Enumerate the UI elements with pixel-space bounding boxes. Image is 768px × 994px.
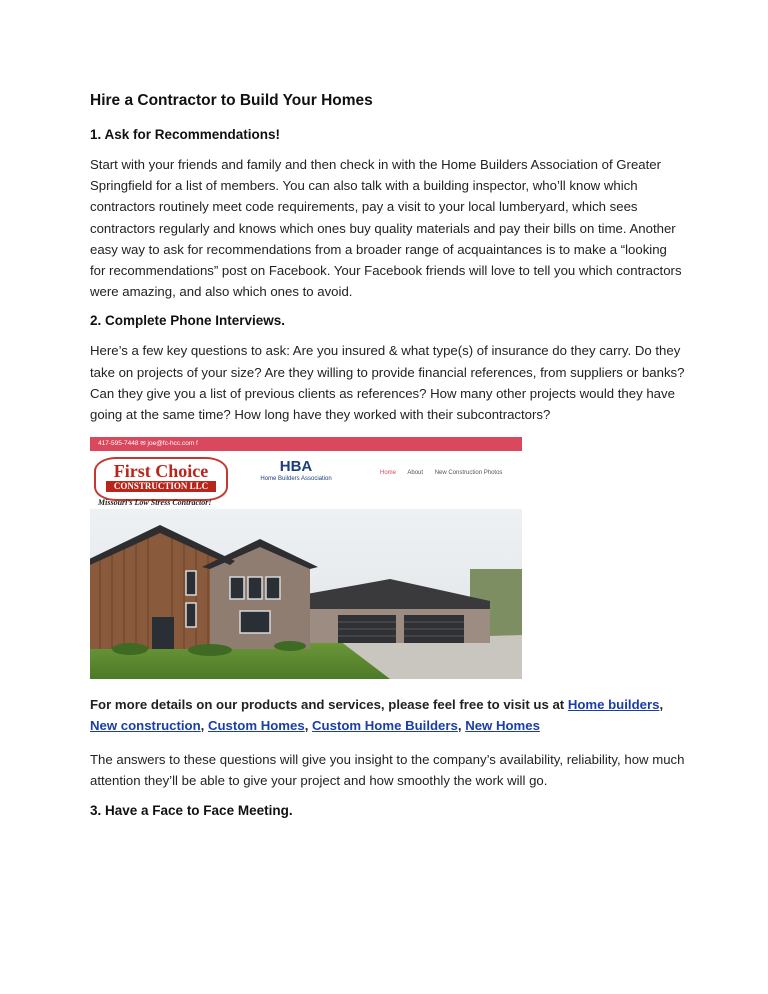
nav-item-about: About [407, 470, 424, 477]
cta-separator: , [659, 697, 664, 713]
nav-item-home: Home [380, 470, 397, 477]
section-3-heading: 3. Have a Face to Face Meeting. [90, 803, 293, 819]
cta-separator: , [457, 718, 466, 734]
link-new-homes[interactable]: New Homes [465, 718, 540, 734]
website-screenshot-figure [90, 437, 522, 679]
section-1-body: Start with your friends and family and then check in with the Home Builders Association of Greater Springfield for a list of members. You can also talk with a building inspector, who’ll know which contractors routinely meet code requirements, pay a visit to your local lumberyard, which sees contractors regularly and knows which ones buy quality materials and pay their bills on time. Another easy way to ask for recommendations from a broader range of acquaintances is to make a “looking for recommendations” post on Facebook. Your Facebook friends will love to tell you which contractors were amazing, and also which ones to avoid. [90, 157, 682, 300]
hba-logo-subtitle: Home Builders Association [260, 476, 332, 483]
link-custom-homes[interactable]: Custom Homes [207, 718, 305, 734]
logo-line-2: CONSTRUCTION LLC [106, 481, 216, 492]
link-home-builders[interactable]: Home builders [567, 697, 660, 713]
site-topbar [90, 437, 522, 451]
document-title: Hire a Contractor to Build Your Homes [90, 92, 373, 109]
site-header [90, 451, 522, 509]
link-custom-home-builders[interactable]: Custom Home Builders [312, 718, 458, 734]
section-1-heading: 1. Ask for Recommendations! [90, 127, 281, 142]
cta-paragraph [90, 694, 685, 736]
nav-item-new-construction-photos: New Construction Photos [434, 470, 503, 477]
hba-logo-text: HBA [279, 458, 313, 476]
site-nav [380, 470, 512, 476]
house-photo [90, 509, 522, 679]
topbar-contact-text: 417-595-7448 ✉ joe@fc-hcc.com f [98, 440, 198, 448]
cta-separator: , [304, 718, 313, 734]
document-content [90, 92, 685, 830]
cta-lead-text: For more details on our products and services, please feel free to visit us at [90, 697, 568, 713]
cta-separator: , [200, 718, 208, 734]
logo-tagline: Missouri’s Low Stress Contractor! [98, 498, 212, 508]
hba-logo [256, 459, 336, 483]
answers-paragraph: The answers to these questions will give you insight to the company’s availability, reliability, how much attention they’ll be able to give your project and how smoothly the work will go. [90, 751, 685, 788]
section-2-heading: 2. Complete Phone Interviews. [90, 313, 286, 329]
link-new-construction[interactable]: New construction [90, 718, 201, 734]
first-choice-logo [94, 457, 228, 501]
section-2-body: Here’s a few key questions to ask: Are you insured & what type(s) of insurance do they carry. Do they take on projects of your size? Are they willing to provide financial references, from suppliers or banks? Can they give you a list of previous clients as references? How many other projects would they have going at the same time? How long have they worked with their subcontractors? [90, 343, 685, 423]
logo-line-1: First Choice [113, 461, 209, 482]
